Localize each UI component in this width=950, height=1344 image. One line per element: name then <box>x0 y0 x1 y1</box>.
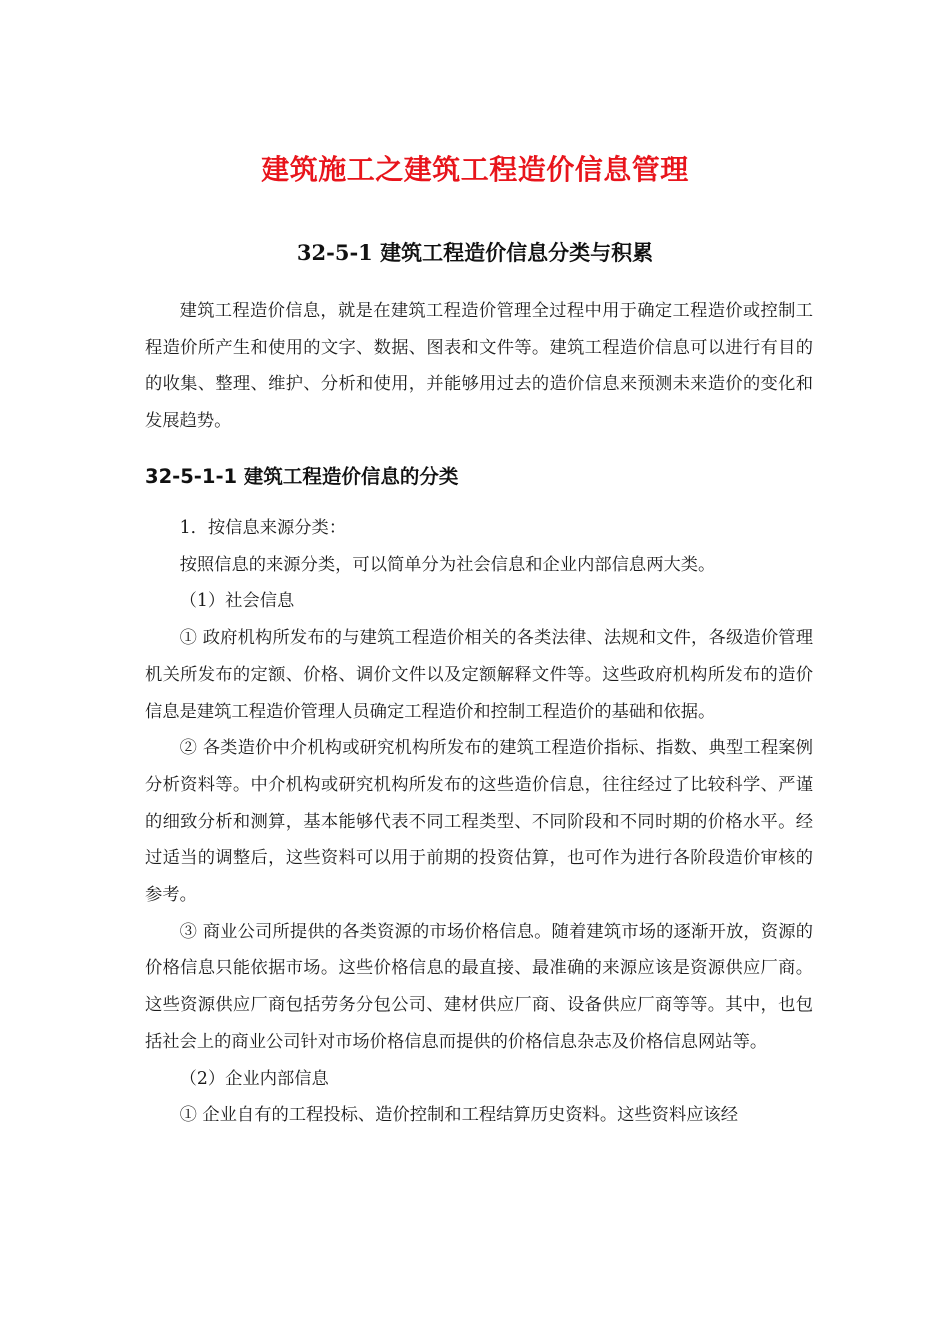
classification-summary: 按照信息的来源分类，可以简单分为社会信息和企业内部信息两大类。 <box>179 554 716 575</box>
social-info-item-1: ① 政府机构所发布的与建筑工程造价相关的各类法律、法规和文件，各级造价管理机关所发布的定额、价格、调价文件以及定额解释文件等。这些政府机构所发布的造价信息是建筑工程造价管理人员确定工程造价和控制工程造价的基础和依据。 <box>145 628 813 722</box>
social-info-item-2: ② 各类造价中介机构或研究机构所发布的建筑工程造价指标、指数、典型工程案例分析资料等。中介机构或研究机构所发布的这些造价信息，往往经过了比较科学、严谨的细致分析和测算，基本能够代表不同工程类型、不同阶段和不同时期的价格水平。经过适当的调整后，这些资料可以用于前期的投资估算，也可作为进行各阶段造价审核的参考。 <box>145 738 813 906</box>
document-title: 建筑施工之建筑工程造价信息管理 <box>261 153 689 186</box>
classification-heading: 1．按信息来源分类： <box>179 518 347 538</box>
intro-section <box>145 293 813 440</box>
social-info-heading: （1）社会信息 <box>179 591 295 612</box>
section-title: 32-5-1 建筑工程造价信息分类与积累 <box>296 240 654 265</box>
internal-info-item-1: ① 企业自有的工程投标、造价控制和工程结算历史资料。这些资料应该经 <box>179 1105 739 1126</box>
subsection-title: 32-5-1-1 建筑工程造价信息的分类 <box>145 465 459 488</box>
intro-paragraph: 建筑工程造价信息，就是在建筑工程造价管理全过程中用于确定工程造价或控制工程造价所产生和使用的文字、数据、图表和文件等。建筑工程造价信息可以进行有目的的收集、整理、维护、分析和使用，并能够用过去的造价信息来预测未来造价的变化和发展趋势。 <box>145 301 813 432</box>
internal-info-heading: （2）企业内部信息 <box>179 1068 329 1089</box>
main-text <box>145 510 813 1134</box>
social-info-item-3: ③ 商业公司所提供的各类资源的市场价格信息。随着建筑市场的逐渐开放，资源的价格信息只能依据市场。这些价格信息的最直接、最准确的来源应该是资源供应厂商。这些资源供应厂商包括劳务分包公司、建材供应厂商、设备供应厂商等等。其中，也包括社会上的商业公司针对市场价格信息而提供的价格信息杂志及价格信息网站等。 <box>145 921 813 1052</box>
